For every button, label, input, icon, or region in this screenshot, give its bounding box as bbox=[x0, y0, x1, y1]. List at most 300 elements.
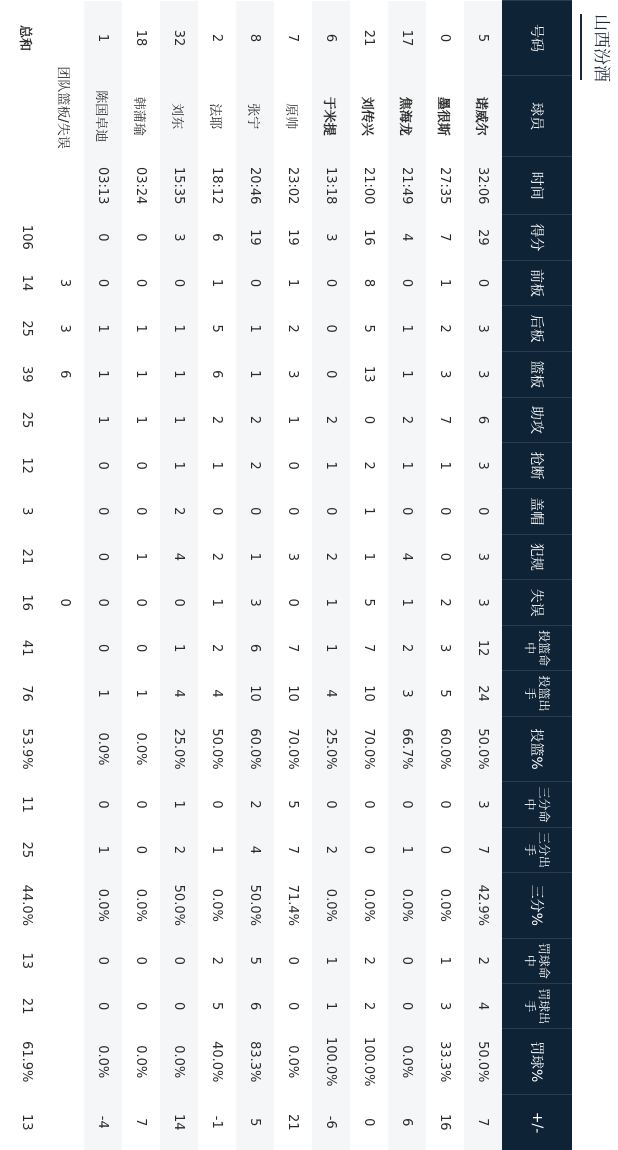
col-header[interactable]: 号码 bbox=[502, 1, 572, 76]
col-header[interactable]: 投篮命中 bbox=[502, 625, 572, 670]
stat-cell-stl: 1 bbox=[388, 443, 426, 489]
stat-cell-fgm: 1 bbox=[312, 625, 350, 670]
player-name[interactable]: 法耶 bbox=[198, 76, 236, 157]
stat-cell-reb: 1 bbox=[388, 351, 426, 397]
stat-cell-oreb: 0 bbox=[160, 260, 198, 306]
stat-cell-dreb: 1 bbox=[84, 306, 122, 352]
empty-cell bbox=[46, 1095, 84, 1150]
empty-cell bbox=[46, 534, 84, 580]
stat-cell-dreb: 3 bbox=[464, 306, 502, 352]
stat-cell-tpp: 0.0% bbox=[312, 873, 350, 939]
total-cell-fta: 21 bbox=[8, 983, 46, 1028]
stat-cell-dreb: 5 bbox=[198, 306, 236, 352]
stat-cell-pts: 29 bbox=[464, 215, 502, 261]
stat-cell-time: 03:24 bbox=[122, 157, 160, 215]
stat-cell-oreb: 0 bbox=[312, 260, 350, 306]
player-name[interactable]: 韩蒲瑜 bbox=[122, 76, 160, 157]
stat-cell-blk: 0 bbox=[274, 488, 312, 534]
stat-cell-reb: 1 bbox=[160, 351, 198, 397]
stat-cell-pts: 3 bbox=[312, 215, 350, 261]
table-row[interactable] bbox=[350, 1, 388, 1150]
stat-cell-fta: 6 bbox=[236, 983, 274, 1028]
stat-cell-fga: 3 bbox=[388, 671, 426, 716]
stat-cell-ast: 1 bbox=[160, 397, 198, 443]
stat-cell-fgm: 1 bbox=[160, 625, 198, 670]
stat-cell-pf: 4 bbox=[160, 534, 198, 580]
stat-cell-ast: 1 bbox=[122, 397, 160, 443]
stat-cell-time: 20:46 bbox=[236, 157, 274, 215]
stat-cell-tpp: 0.0% bbox=[426, 873, 464, 939]
player-name[interactable]: 刘传兴 bbox=[350, 76, 388, 157]
table-row[interactable] bbox=[236, 1, 274, 1150]
stat-cell-pts: 3 bbox=[160, 215, 198, 261]
col-header[interactable]: 三分出手 bbox=[502, 827, 572, 872]
stat-cell-fga: 24 bbox=[464, 671, 502, 716]
stat-cell-pm: 14 bbox=[160, 1095, 198, 1150]
stat-cell-tpm: 2 bbox=[236, 782, 274, 827]
stat-cell-ftm: 2 bbox=[198, 938, 236, 983]
table-row[interactable] bbox=[122, 1, 160, 1150]
stat-cell-pm: 21 bbox=[274, 1095, 312, 1150]
stat-cell-time: 13:18 bbox=[312, 157, 350, 215]
stat-cell-oreb: 3 bbox=[46, 260, 84, 306]
stat-cell-ftm: 0 bbox=[84, 938, 122, 983]
empty-cell bbox=[46, 488, 84, 534]
stat-cell-to: 0 bbox=[160, 580, 198, 626]
stat-cell-tpa: 1 bbox=[198, 827, 236, 872]
stat-cell-pm: 7 bbox=[464, 1095, 502, 1150]
player-name[interactable]: 诺威尔 bbox=[464, 76, 502, 157]
empty-cell bbox=[46, 625, 84, 670]
col-header[interactable]: 投篮出手 bbox=[502, 671, 572, 716]
stat-cell-stl: 0 bbox=[84, 443, 122, 489]
stat-cell-fgp: 66.7% bbox=[388, 716, 426, 782]
stat-cell-tpa: 2 bbox=[312, 827, 350, 872]
stat-cell-time: 27:35 bbox=[426, 157, 464, 215]
stat-cell-num: 17 bbox=[388, 1, 426, 76]
stat-cell-reb: 1 bbox=[236, 351, 274, 397]
stat-cell-oreb: 0 bbox=[122, 260, 160, 306]
stat-cell-dreb: 5 bbox=[350, 306, 388, 352]
stat-cell-pf: 2 bbox=[312, 534, 350, 580]
stat-cell-pts: 4 bbox=[388, 215, 426, 261]
empty-cell bbox=[46, 1029, 84, 1095]
stat-cell-oreb: 8 bbox=[350, 260, 388, 306]
stat-cell-fgp: 50.0% bbox=[464, 716, 502, 782]
stat-cell-fgm: 7 bbox=[274, 625, 312, 670]
stat-cell-to: 3 bbox=[236, 580, 274, 626]
stat-cell-stl: 0 bbox=[274, 443, 312, 489]
stat-cell-oreb: 1 bbox=[198, 260, 236, 306]
stat-cell-blk: 0 bbox=[426, 488, 464, 534]
stat-cell-fgp: 0.0% bbox=[84, 716, 122, 782]
stat-cell-tpm: 0 bbox=[350, 782, 388, 827]
col-header[interactable]: 助攻 bbox=[502, 397, 572, 443]
stat-cell-ftm: 2 bbox=[464, 938, 502, 983]
col-header[interactable]: 罚球出手 bbox=[502, 983, 572, 1028]
player-name[interactable]: 焦海龙 bbox=[388, 76, 426, 157]
stat-cell-tpp: 0.0% bbox=[198, 873, 236, 939]
table-row[interactable] bbox=[274, 1, 312, 1150]
stat-cell-oreb: 0 bbox=[84, 260, 122, 306]
total-cell-blk: 3 bbox=[8, 488, 46, 534]
stat-cell-ftp: 33.3% bbox=[426, 1029, 464, 1095]
stat-cell-stl: 3 bbox=[464, 443, 502, 489]
table-row[interactable] bbox=[464, 1, 502, 1150]
stat-cell-oreb: 0 bbox=[464, 260, 502, 306]
stat-cell-ast: 1 bbox=[84, 397, 122, 443]
total-cell-fga: 76 bbox=[8, 671, 46, 716]
stat-cell-dreb: 3 bbox=[46, 306, 84, 352]
empty-cell bbox=[46, 671, 84, 716]
stat-cell-ast: 7 bbox=[426, 397, 464, 443]
total-cell-tpa: 25 bbox=[8, 827, 46, 872]
stat-cell-pf: 1 bbox=[236, 534, 274, 580]
stat-cell-fgm: 7 bbox=[350, 625, 388, 670]
stat-cell-ftp: 0.0% bbox=[274, 1029, 312, 1095]
stat-cell-pm: -4 bbox=[84, 1095, 122, 1150]
stat-cell-tpm: 0 bbox=[198, 782, 236, 827]
stat-cell-fta: 2 bbox=[350, 983, 388, 1028]
stat-cell-num: 0 bbox=[426, 1, 464, 76]
stat-cell-fgm: 2 bbox=[198, 625, 236, 670]
table-row[interactable] bbox=[84, 1, 122, 1150]
empty-cell bbox=[46, 873, 84, 939]
stat-cell-ftm: 0 bbox=[160, 938, 198, 983]
player-name[interactable]: 于米提 bbox=[312, 76, 350, 157]
stat-cell-ftp: 40.0% bbox=[198, 1029, 236, 1095]
stat-cell-fga: 10 bbox=[274, 671, 312, 716]
empty-cell bbox=[46, 215, 84, 261]
col-header[interactable]: 罚球命中 bbox=[502, 938, 572, 983]
stat-cell-ast: 0 bbox=[350, 397, 388, 443]
col-header[interactable]: 失误 bbox=[502, 580, 572, 626]
stat-cell-fgp: 60.0% bbox=[426, 716, 464, 782]
stat-cell-pf: 1 bbox=[122, 534, 160, 580]
stat-cell-fga: 4 bbox=[198, 671, 236, 716]
stat-cell-pf: 3 bbox=[274, 534, 312, 580]
stat-cell-ftp: 0.0% bbox=[388, 1029, 426, 1095]
total-cell-tpp: 44.0% bbox=[8, 873, 46, 939]
player-name[interactable]: 张宁 bbox=[236, 76, 274, 157]
stat-cell-ast: 1 bbox=[274, 397, 312, 443]
total-cell-fgm: 41 bbox=[8, 625, 46, 670]
stat-cell-tpa: 4 bbox=[236, 827, 274, 872]
stat-cell-to: 0 bbox=[274, 580, 312, 626]
stat-cell-pts: 0 bbox=[122, 215, 160, 261]
stat-cell-ftm: 0 bbox=[388, 938, 426, 983]
stat-cell-tpa: 0 bbox=[426, 827, 464, 872]
stat-cell-tpm: 0 bbox=[122, 782, 160, 827]
stat-cell-num: 5 bbox=[464, 1, 502, 76]
stat-cell-fgp: 25.0% bbox=[160, 716, 198, 782]
player-name[interactable]: 陈国卓迪 bbox=[84, 76, 122, 157]
stat-cell-to: 1 bbox=[388, 580, 426, 626]
player-name[interactable]: 原帅 bbox=[274, 76, 312, 157]
player-name[interactable]: 墨很斯 bbox=[426, 76, 464, 157]
stat-cell-tpp: 0.0% bbox=[122, 873, 160, 939]
stat-cell-tpm: 0 bbox=[312, 782, 350, 827]
empty-cell bbox=[8, 76, 46, 157]
stat-cell-tpp: 50.0% bbox=[236, 873, 274, 939]
stat-cell-dreb: 1 bbox=[236, 306, 274, 352]
stat-cell-tpm: 3 bbox=[464, 782, 502, 827]
table-row[interactable] bbox=[312, 1, 350, 1150]
stat-cell-dreb: 0 bbox=[312, 306, 350, 352]
stat-cell-fta: 0 bbox=[84, 983, 122, 1028]
stat-cell-pm: -6 bbox=[312, 1095, 350, 1150]
total-cell-stl: 12 bbox=[8, 443, 46, 489]
table-row[interactable] bbox=[388, 1, 426, 1150]
total-cell-oreb: 14 bbox=[8, 260, 46, 306]
empty-cell bbox=[46, 983, 84, 1028]
stat-cell-to: 3 bbox=[464, 580, 502, 626]
stat-cell-dreb: 1 bbox=[388, 306, 426, 352]
stat-cell-reb: 3 bbox=[426, 351, 464, 397]
stat-cell-blk: 0 bbox=[464, 488, 502, 534]
table-row[interactable] bbox=[426, 1, 464, 1150]
stat-cell-tpp: 42.9% bbox=[464, 873, 502, 939]
stat-cell-tpa: 7 bbox=[464, 827, 502, 872]
header-row bbox=[502, 1, 572, 1150]
stat-cell-fgp: 70.0% bbox=[350, 716, 388, 782]
stat-cell-fta: 0 bbox=[274, 983, 312, 1028]
stat-cell-reb: 0 bbox=[312, 351, 350, 397]
stat-cell-num: 1 bbox=[84, 1, 122, 76]
player-name[interactable]: 刘东 bbox=[160, 76, 198, 157]
empty-cell bbox=[46, 716, 84, 782]
stat-cell-blk: 2 bbox=[160, 488, 198, 534]
stat-cell-pts: 7 bbox=[426, 215, 464, 261]
stat-cell-tpm: 1 bbox=[160, 782, 198, 827]
stat-cell-tpa: 7 bbox=[274, 827, 312, 872]
empty-cell bbox=[46, 443, 84, 489]
col-header[interactable]: 盖帽 bbox=[502, 488, 572, 534]
stat-cell-dreb: 1 bbox=[122, 306, 160, 352]
stat-cell-tpa: 0 bbox=[350, 827, 388, 872]
stat-cell-time: 21:00 bbox=[350, 157, 388, 215]
stat-cell-stl: 1 bbox=[198, 443, 236, 489]
stat-cell-pf: 2 bbox=[198, 534, 236, 580]
stat-cell-fga: 4 bbox=[312, 671, 350, 716]
col-header[interactable]: 抢断 bbox=[502, 443, 572, 489]
stat-cell-fga: 10 bbox=[350, 671, 388, 716]
stat-cell-fgm: 12 bbox=[464, 625, 502, 670]
stat-cell-reb: 3 bbox=[274, 351, 312, 397]
stat-cell-time: 18:12 bbox=[198, 157, 236, 215]
stat-cell-pts: 0 bbox=[84, 215, 122, 261]
stat-cell-tpa: 1 bbox=[388, 827, 426, 872]
stat-cell-time: 15:35 bbox=[160, 157, 198, 215]
stat-cell-blk: 0 bbox=[388, 488, 426, 534]
stat-cell-ftp: 0.0% bbox=[160, 1029, 198, 1095]
stat-cell-blk: 0 bbox=[198, 488, 236, 534]
box-score-table bbox=[8, 0, 572, 1150]
stat-cell-num: 2 bbox=[198, 1, 236, 76]
col-header[interactable]: 三分命中 bbox=[502, 782, 572, 827]
stat-cell-reb: 1 bbox=[122, 351, 160, 397]
total-cell-dreb: 25 bbox=[8, 306, 46, 352]
stat-cell-fgm: 0 bbox=[122, 625, 160, 670]
stat-cell-pm: -1 bbox=[198, 1095, 236, 1150]
col-header[interactable]: 前板 bbox=[502, 260, 572, 306]
stat-cell-tpm: 0 bbox=[426, 782, 464, 827]
stat-cell-to: 2 bbox=[426, 580, 464, 626]
col-header[interactable]: 篮板 bbox=[502, 351, 572, 397]
stat-cell-num: 32 bbox=[160, 1, 198, 76]
stat-cell-ftp: 0.0% bbox=[122, 1029, 160, 1095]
stat-cell-ast: 2 bbox=[198, 397, 236, 443]
stat-cell-num: 21 bbox=[350, 1, 388, 76]
stat-cell-stl: 1 bbox=[426, 443, 464, 489]
stat-cell-pm: 7 bbox=[122, 1095, 160, 1150]
stat-cell-tpp: 0.0% bbox=[350, 873, 388, 939]
stat-cell-fta: 5 bbox=[198, 983, 236, 1028]
stat-cell-num: 7 bbox=[274, 1, 312, 76]
stat-cell-ftp: 100.0% bbox=[312, 1029, 350, 1095]
stat-cell-fga: 5 bbox=[426, 671, 464, 716]
col-header[interactable]: 犯规 bbox=[502, 534, 572, 580]
stat-cell-stl: 2 bbox=[350, 443, 388, 489]
stat-cell-pm: 5 bbox=[236, 1095, 274, 1150]
stat-cell-reb: 6 bbox=[46, 351, 84, 397]
stat-cell-blk: 0 bbox=[122, 488, 160, 534]
stat-cell-blk: 0 bbox=[236, 488, 274, 534]
stat-cell-to: 5 bbox=[350, 580, 388, 626]
stat-cell-fta: 0 bbox=[160, 983, 198, 1028]
team-row-label: 团队篮板/失误 bbox=[46, 1, 84, 215]
stat-cell-fta: 4 bbox=[464, 983, 502, 1028]
stat-cell-blk: 0 bbox=[84, 488, 122, 534]
stat-cell-ftp: 0.0% bbox=[84, 1029, 122, 1095]
stat-cell-ftm: 1 bbox=[426, 938, 464, 983]
stat-cell-tpm: 0 bbox=[84, 782, 122, 827]
total-cell-ftp: 61.9% bbox=[8, 1029, 46, 1095]
stat-cell-fgm: 2 bbox=[388, 625, 426, 670]
stat-cell-num: 6 bbox=[312, 1, 350, 76]
stat-cell-dreb: 2 bbox=[426, 306, 464, 352]
stat-cell-to: 0 bbox=[46, 580, 84, 626]
col-header[interactable]: 三分% bbox=[502, 873, 572, 939]
stat-cell-ftp: 50.0% bbox=[464, 1029, 502, 1095]
stat-cell-reb: 6 bbox=[198, 351, 236, 397]
stat-cell-time: 23:02 bbox=[274, 157, 312, 215]
player-rows bbox=[8, 1, 502, 1150]
stat-cell-ftp: 100.0% bbox=[350, 1029, 388, 1095]
stat-cell-tpm: 0 bbox=[388, 782, 426, 827]
empty-cell bbox=[8, 157, 46, 215]
col-header[interactable]: 时间 bbox=[502, 157, 572, 215]
stat-cell-pm: 6 bbox=[388, 1095, 426, 1150]
stat-cell-blk: 1 bbox=[350, 488, 388, 534]
stat-cell-ast: 2 bbox=[388, 397, 426, 443]
stat-cell-oreb: 1 bbox=[274, 260, 312, 306]
stat-cell-pm: 0 bbox=[350, 1095, 388, 1150]
stat-cell-oreb: 1 bbox=[426, 260, 464, 306]
stat-cell-num: 8 bbox=[236, 1, 274, 76]
stat-cell-tpp: 71.4% bbox=[274, 873, 312, 939]
team-title bbox=[586, 14, 612, 82]
stat-cell-fgp: 50.0% bbox=[198, 716, 236, 782]
stat-cell-to: 1 bbox=[198, 580, 236, 626]
col-header[interactable]: 后板 bbox=[502, 306, 572, 352]
stat-cell-fgm: 0 bbox=[84, 625, 122, 670]
stat-cell-fta: 1 bbox=[312, 983, 350, 1028]
stat-cell-reb: 3 bbox=[464, 351, 502, 397]
col-header[interactable]: 投篮% bbox=[502, 716, 572, 782]
total-row bbox=[8, 1, 46, 1150]
empty-cell bbox=[46, 938, 84, 983]
stat-cell-pts: 19 bbox=[274, 215, 312, 261]
stat-cell-num: 18 bbox=[122, 1, 160, 76]
stat-cell-ftm: 2 bbox=[350, 938, 388, 983]
total-cell-pts: 106 bbox=[8, 215, 46, 261]
stat-cell-fga: 4 bbox=[160, 671, 198, 716]
stat-cell-fta: 3 bbox=[426, 983, 464, 1028]
stat-cell-to: 1 bbox=[312, 580, 350, 626]
stat-cell-time: 21:49 bbox=[388, 157, 426, 215]
stat-cell-ast: 6 bbox=[464, 397, 502, 443]
empty-cell bbox=[46, 397, 84, 443]
col-header[interactable]: 得分 bbox=[502, 215, 572, 261]
title-underline bbox=[580, 14, 582, 80]
stat-cell-reb: 1 bbox=[84, 351, 122, 397]
stat-cell-ftm: 0 bbox=[274, 938, 312, 983]
stat-cell-pf: 0 bbox=[84, 534, 122, 580]
stat-cell-ast: 2 bbox=[312, 397, 350, 443]
total-cell-to: 16 bbox=[8, 580, 46, 626]
stat-cell-ast: 2 bbox=[236, 397, 274, 443]
stat-cell-pts: 16 bbox=[350, 215, 388, 261]
stat-cell-ftm: 1 bbox=[312, 938, 350, 983]
stat-cell-stl: 0 bbox=[122, 443, 160, 489]
total-cell-ast: 25 bbox=[8, 397, 46, 443]
total-label: 总和 bbox=[8, 1, 46, 76]
col-header[interactable]: 罚球% bbox=[502, 1029, 572, 1095]
stat-cell-stl: 1 bbox=[312, 443, 350, 489]
stat-cell-fgm: 6 bbox=[236, 625, 274, 670]
stat-cell-tpp: 0.0% bbox=[388, 873, 426, 939]
stat-cell-tpa: 1 bbox=[84, 827, 122, 872]
stat-cell-pf: 3 bbox=[464, 534, 502, 580]
stat-cell-pm: 16 bbox=[426, 1095, 464, 1150]
empty-cell bbox=[46, 827, 84, 872]
table-row[interactable] bbox=[198, 1, 236, 1150]
team-row bbox=[46, 1, 84, 1150]
total-cell-pf: 21 bbox=[8, 534, 46, 580]
stat-cell-dreb: 1 bbox=[160, 306, 198, 352]
stat-cell-ftm: 0 bbox=[122, 938, 160, 983]
stat-cell-tpa: 0 bbox=[122, 827, 160, 872]
stat-cell-pf: 1 bbox=[350, 534, 388, 580]
stat-cell-fgp: 60.0% bbox=[236, 716, 274, 782]
table-row[interactable] bbox=[160, 1, 198, 1150]
col-header[interactable]: +/- bbox=[502, 1095, 572, 1150]
stat-cell-tpp: 0.0% bbox=[84, 873, 122, 939]
stat-cell-fga: 1 bbox=[84, 671, 122, 716]
col-header[interactable]: 球员 bbox=[502, 76, 572, 157]
stat-cell-fgp: 70.0% bbox=[274, 716, 312, 782]
stat-cell-fgp: 0.0% bbox=[122, 716, 160, 782]
stat-cell-fta: 0 bbox=[122, 983, 160, 1028]
stat-cell-ftm: 5 bbox=[236, 938, 274, 983]
stat-cell-oreb: 0 bbox=[388, 260, 426, 306]
total-cell-pm: 13 bbox=[8, 1095, 46, 1150]
stat-cell-stl: 2 bbox=[236, 443, 274, 489]
stat-cell-stl: 1 bbox=[160, 443, 198, 489]
stat-cell-ftp: 83.3% bbox=[236, 1029, 274, 1095]
stat-cell-to: 0 bbox=[122, 580, 160, 626]
